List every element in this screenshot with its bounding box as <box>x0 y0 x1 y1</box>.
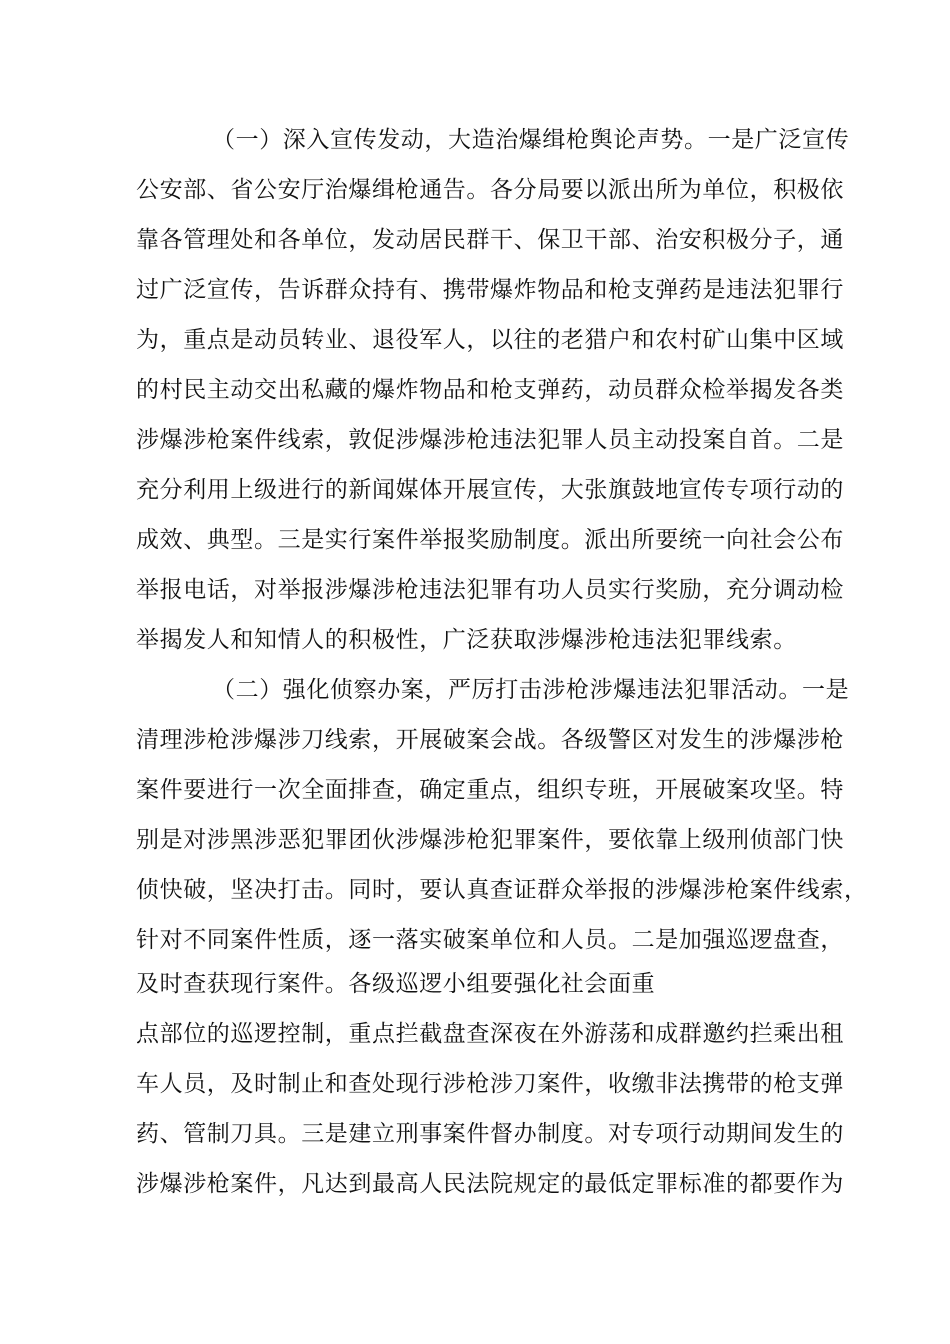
paragraph-2-line-1: （二）强化侦察办案，严厉打击涉枪涉爆违法犯罪活动。一是 <box>212 677 850 703</box>
paragraph-2-line-5: 侦快破，坚决打击。同时，要认真查证群众举报的涉爆涉枪案件线索， <box>136 877 868 903</box>
paragraph-2-line-9: 车人员，及时制止和查处现行涉枪涉刀案件，收缴非法携带的枪支弹 <box>136 1071 844 1097</box>
paragraph-2-line-2: 清理涉枪涉爆涉刀线索，开展破案会战。各级警区对发生的涉爆涉枪 <box>136 727 844 753</box>
paragraph-2-line-11: 涉爆涉枪案件，凡达到最高人民法院规定的最低定罪标准的都要作为 <box>136 1171 844 1197</box>
paragraph-2-line-10: 药、管制刀具。三是建立刑事案件督办制度。对专项行动期间发生的 <box>136 1121 844 1147</box>
paragraph-2-line-8: 点部位的巡逻控制，重点拦截盘查深夜在外游荡和成群邀约拦乘出租 <box>136 1021 844 1047</box>
paragraph-1-line-11: 举揭发人和知情人的积极性，广泛获取涉爆涉枪违法犯罪线索。 <box>136 627 797 653</box>
paragraph-2-line-7: 及时查获现行案件。各级巡逻小组要强化社会面重 <box>136 971 656 997</box>
paragraph-2-line-6: 针对不同案件性质，逐一落实破案单位和人员。二是加强巡逻盘查， <box>136 927 844 953</box>
paragraph-1-line-9: 成效、典型。三是实行案件举报奖励制度。派出所要统一向社会公布 <box>136 527 844 553</box>
paragraph-2-line-3: 案件要进行一次全面排查，确定重点，组织专班，开展破案攻坚。特 <box>136 777 844 803</box>
paragraph-1-line-7: 涉爆涉枪案件线索，敦促涉爆涉枪违法犯罪人员主动投案自首。二是 <box>136 427 844 453</box>
paragraph-1-line-1: （一）深入宣传发动，大造治爆缉枪舆论声势。一是广泛宣传 <box>212 127 850 153</box>
paragraph-1-line-3: 靠各管理处和各单位，发动居民群干、保卫干部、治安积极分子，通 <box>136 227 844 253</box>
paragraph-1-line-10: 举报电话，对举报涉爆涉枪违法犯罪有功人员实行奖励，充分调动检 <box>136 577 844 603</box>
paragraph-1-line-8: 充分利用上级进行的新闻媒体开展宣传，大张旗鼓地宣传专项行动的 <box>136 477 844 503</box>
paragraph-1-line-6: 的村民主动交出私藏的爆炸物品和枪支弹药，动员群众检举揭发各类 <box>136 377 844 403</box>
paragraph-2-line-4: 别是对涉黑涉恶犯罪团伙涉爆涉枪犯罪案件，要依靠上级刑侦部门快 <box>136 827 844 853</box>
paragraph-1-line-2: 公安部、省公安厅治爆缉枪通告。各分局要以派出所为单位，积极依 <box>136 177 844 203</box>
paragraph-1-line-4: 过广泛宣传，告诉群众持有、携带爆炸物品和枪支弹药是违法犯罪行 <box>136 277 844 303</box>
paragraph-1-line-5: 为，重点是动员转业、退役军人，以往的老猎户和农村矿山集中区域 <box>136 327 844 353</box>
